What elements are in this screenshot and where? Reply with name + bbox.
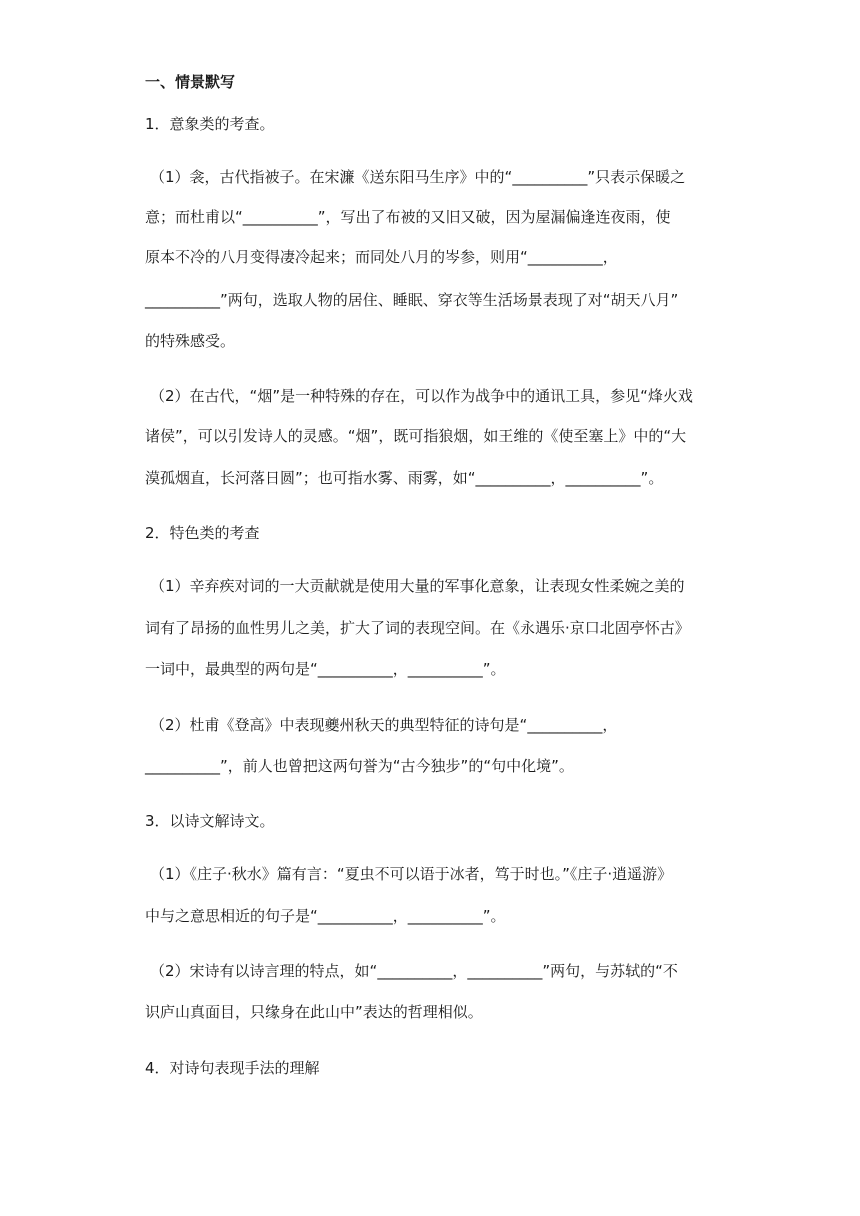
q1-1-line-5: 的特殊感受。 — [145, 332, 236, 350]
q2-1-line-2: 词有了昂扬的血性男儿之美，扩大了词的表现空间。在《永遇乐·京口北固亭怀古》 — [145, 619, 690, 637]
question-4-title: 4．对诗句表现手法的理解 — [145, 1059, 320, 1077]
question-1-title: 1．意象类的考查。 — [145, 115, 275, 133]
q2-2-line-1: （2）杜甫《登高》中表现夔州秋天的典型特征的诗句是“__________， — [150, 716, 618, 734]
q1-1-line-1: （1）衾，古代指被子。在宋濂《送东阳马生序》中的“__________”只表示保暖之 — [150, 168, 686, 186]
q1-1-line-4: __________”两句，选取人物的居住、睡眠、穿衣等生活场景表现了对“胡天八月” — [145, 291, 679, 309]
section-heading: 一、情景默写 — [145, 73, 236, 91]
q1-1-line-3: 原本不冷的八月变得凄冷起来；而同处八月的岑参，则用“__________， — [145, 248, 618, 266]
q1-2-line-1: （2）在古代，“烟”是一种特殊的存在，可以作为战争中的通讯工具，参见“烽火戏 — [150, 387, 693, 405]
q2-2-line-2: __________”，前人也曾把这两句誉为“古今独步”的“句中化境”。 — [145, 757, 574, 775]
q3-2-line-1: （2）宋诗有以诗言理的特点，如“__________，__________”两句，与苏轼的“不 — [150, 962, 678, 980]
q3-1-line-1: （1）《庄子·秋水》篇有言：“夏虫不可以语于冰者，笃于时也。”《庄子·逍遥游》 — [150, 865, 673, 883]
q1-2-line-3: 漠孤烟直，长河落日圆”；也可指水雾、雨雾，如“__________，__________”。 — [145, 469, 664, 487]
question-2-title: 2．特色类的考查 — [145, 524, 260, 542]
q3-1-line-2: 中与之意思相近的句子是“__________，__________”。 — [145, 907, 506, 925]
q2-1-line-1: （1）辛弃疾对词的一大贡献就是使用大量的军事化意象，让表现女性柔婉之美的 — [150, 577, 685, 595]
q2-1-line-3: 一词中，最典型的两句是“__________，__________”。 — [145, 660, 506, 678]
question-3-title: 3．以诗文解诗文。 — [145, 812, 275, 830]
q1-1-line-2: 意；而杜甫以“__________”，写出了布被的又旧又破，因为屋漏偏逢连夜雨，使 — [145, 208, 671, 226]
q3-2-line-2: 识庐山真面目，只缘身在此山中”表达的哲理相似。 — [145, 1003, 483, 1021]
q1-2-line-2: 诸侯”，可以引发诗人的灵感。“烟”，既可指狼烟，如王维的《使至塞上》中的“大 — [145, 427, 687, 445]
